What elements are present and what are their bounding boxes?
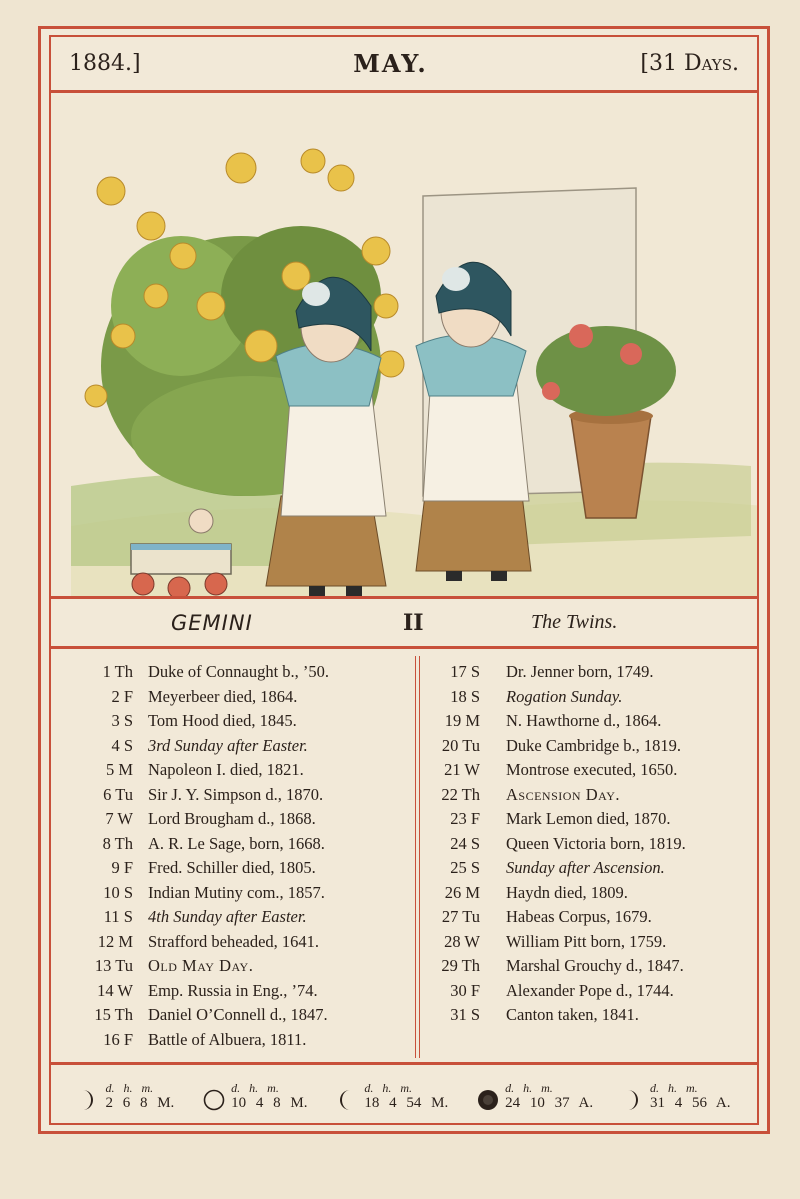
moon-phase-text [364, 1081, 448, 1111]
day-label: 1 Th [102, 662, 133, 681]
day-row [418, 907, 757, 932]
zodiac-name: GEMINI [171, 610, 253, 635]
day-event: Duke Cambridge b., 1819. [506, 735, 682, 755]
day-event: Fred. Schiller died, 1805. [148, 858, 316, 877]
day-row [418, 981, 757, 1006]
day-event: William Pitt born, 1759. [506, 931, 667, 951]
calendar-page [38, 26, 770, 1134]
moon-phase-units: d. h. m. [105, 1081, 154, 1095]
day-event: Marshal Grouchy d., 1847. [506, 956, 684, 975]
geranium [536, 326, 676, 416]
day-label: 26 M [444, 882, 480, 902]
column-divider [415, 656, 416, 1058]
moon-phase-value: 24 10 37 A. [505, 1095, 594, 1111]
day-row [51, 687, 416, 712]
day-row [418, 883, 757, 908]
day-row [418, 809, 757, 834]
day-label: 11 S [103, 907, 133, 926]
day-event: Lord Brougham d., 1868. [148, 809, 316, 828]
last-quarter-moon-icon [336, 1089, 358, 1111]
day-event: Duke of Connaught b., ’50. [148, 662, 330, 681]
day-event: Mark Lemon died, 1870. [506, 809, 671, 828]
moon-phase [336, 1081, 448, 1111]
day-row [51, 1030, 416, 1055]
moon-phase-text [505, 1081, 593, 1111]
day-label: 30 F [450, 980, 480, 1000]
moon-phase-units: d. h. m. [505, 1081, 553, 1095]
day-event: Queen Victoria born, 1819. [506, 833, 686, 853]
day-label: 22 Th [441, 784, 480, 804]
day-label: 31 S [450, 1005, 480, 1024]
moon-phase-text [105, 1081, 174, 1111]
day-row [418, 932, 757, 957]
day-label: 17 S [450, 662, 480, 681]
day-event: Canton taken, 1841. [506, 1005, 639, 1024]
day-row [51, 736, 416, 761]
day-row [51, 907, 416, 932]
day-event: Emp. Russia in Eng., ’74. [148, 980, 318, 1000]
day-label: 23 F [450, 809, 480, 828]
day-label: 9 F [111, 858, 133, 877]
day-label: 4 S [111, 735, 133, 755]
day-event: Daniel O’Connell d., 1847. [148, 1005, 328, 1024]
day-row [51, 809, 416, 834]
day-event: Alexander Pope d., 1744. [506, 980, 674, 1000]
new-moon-icon [477, 1089, 499, 1111]
day-row [51, 760, 416, 785]
flower-pot [571, 416, 651, 518]
day-label: 5 M [105, 760, 133, 779]
first-quarter-moon-icon [77, 1089, 99, 1111]
right-column [418, 652, 757, 1062]
left-column [51, 652, 416, 1062]
day-row [418, 1005, 757, 1030]
moon-phase-value: 31 4 56 A. [649, 1095, 731, 1111]
day-label: 19 M [444, 711, 480, 730]
day-row [51, 711, 416, 736]
moon-phase-text [650, 1081, 731, 1111]
twins-illustration [51, 96, 757, 596]
moon-phase [77, 1081, 174, 1111]
day-row [418, 760, 757, 785]
day-row [51, 883, 416, 908]
day-row [51, 932, 416, 957]
day-label: 12 M [97, 931, 133, 951]
moon-phase [477, 1081, 593, 1111]
day-row [51, 785, 416, 810]
day-label: 24 S [450, 833, 480, 853]
moon-phases [51, 1065, 757, 1127]
full-moon-icon [203, 1089, 225, 1111]
day-table [51, 652, 757, 1065]
moon-phase-units: d. h. m. [649, 1081, 698, 1095]
day-event: Battle of Albuera, 1811. [148, 1029, 307, 1049]
day-label: 10 S [103, 882, 133, 902]
day-event: A. R. Le Sage, born, 1668. [148, 833, 325, 853]
day-row [418, 956, 757, 981]
day-row [51, 1005, 416, 1030]
day-label: 20 Tu [441, 735, 480, 755]
day-event: Old May Day. [148, 956, 254, 975]
day-event: Sunday after Ascension. [506, 858, 665, 877]
day-event: Haydn died, 1809. [506, 882, 628, 902]
day-event: Montrose executed, 1650. [506, 760, 678, 779]
moon-phase-units: d. h. m. [364, 1081, 413, 1095]
day-row [418, 687, 757, 712]
day-event: Strafford beheaded, 1641. [148, 931, 320, 951]
illustration [51, 96, 757, 599]
day-event: 4th Sunday after Easter. [148, 907, 307, 926]
day-event: Ascension Day. [506, 784, 620, 804]
day-label: 2 F [111, 686, 133, 706]
header [51, 37, 757, 93]
day-label: 15 Th [94, 1005, 133, 1024]
day-event: N. Hawthorne d., 1864. [506, 711, 662, 730]
day-label: 6 Tu [103, 784, 133, 804]
zodiac-row [51, 599, 757, 649]
day-label: 27 Tu [441, 907, 480, 926]
moon-phase [622, 1081, 731, 1111]
day-label: 8 Th [102, 833, 133, 853]
day-row [51, 956, 416, 981]
moon-phase [203, 1081, 307, 1111]
day-event: Habeas Corpus, 1679. [506, 907, 652, 926]
day-row [418, 711, 757, 736]
moon-phase-value: 18 4 54 M. [364, 1095, 449, 1111]
moon-phase-value: 10 4 8 M. [231, 1095, 308, 1111]
day-label: 21 W [444, 760, 480, 779]
day-label: 13 Tu [94, 956, 133, 975]
day-event: 3rd Sunday after Easter. [148, 735, 308, 755]
day-event: Dr. Jenner born, 1749. [506, 662, 654, 681]
day-row [418, 785, 757, 810]
day-row [418, 834, 757, 859]
days-count: [31 Days. [640, 51, 739, 76]
moon-phase-units: d. h. m. [231, 1081, 279, 1095]
day-row [51, 858, 416, 883]
moon-phase-text [231, 1081, 307, 1111]
day-label: 18 S [450, 686, 480, 706]
day-row [51, 981, 416, 1006]
first-quarter-moon-icon [622, 1089, 644, 1111]
month-title: MAY. [353, 49, 428, 78]
day-row [418, 736, 757, 761]
day-row [51, 834, 416, 859]
page-frame [49, 35, 759, 1125]
day-label: 16 F [103, 1029, 133, 1049]
moon-phase-value: 2 6 8 M. [105, 1095, 175, 1111]
day-event: Napoleon I. died, 1821. [148, 760, 304, 779]
zodiac-symbol: II [403, 609, 424, 636]
day-row [418, 662, 757, 687]
day-event: Tom Hood died, 1845. [148, 711, 297, 730]
day-event: Indian Mutiny com., 1857. [148, 882, 325, 902]
day-label: 25 S [450, 858, 480, 877]
day-label: 29 Th [441, 956, 480, 975]
day-label: 28 W [444, 931, 480, 951]
day-label: 3 S [111, 711, 133, 730]
year: 1884.] [69, 51, 141, 76]
day-row [51, 662, 416, 687]
day-event: Sir J. Y. Simpson d., 1870. [148, 784, 324, 804]
day-row [418, 858, 757, 883]
day-label: 14 W [97, 980, 133, 1000]
zodiac-english: The Twins. [531, 611, 618, 633]
day-event: Rogation Sunday. [506, 686, 623, 706]
day-label: 7 W [105, 809, 133, 828]
day-event: Meyerbeer died, 1864. [148, 686, 298, 706]
